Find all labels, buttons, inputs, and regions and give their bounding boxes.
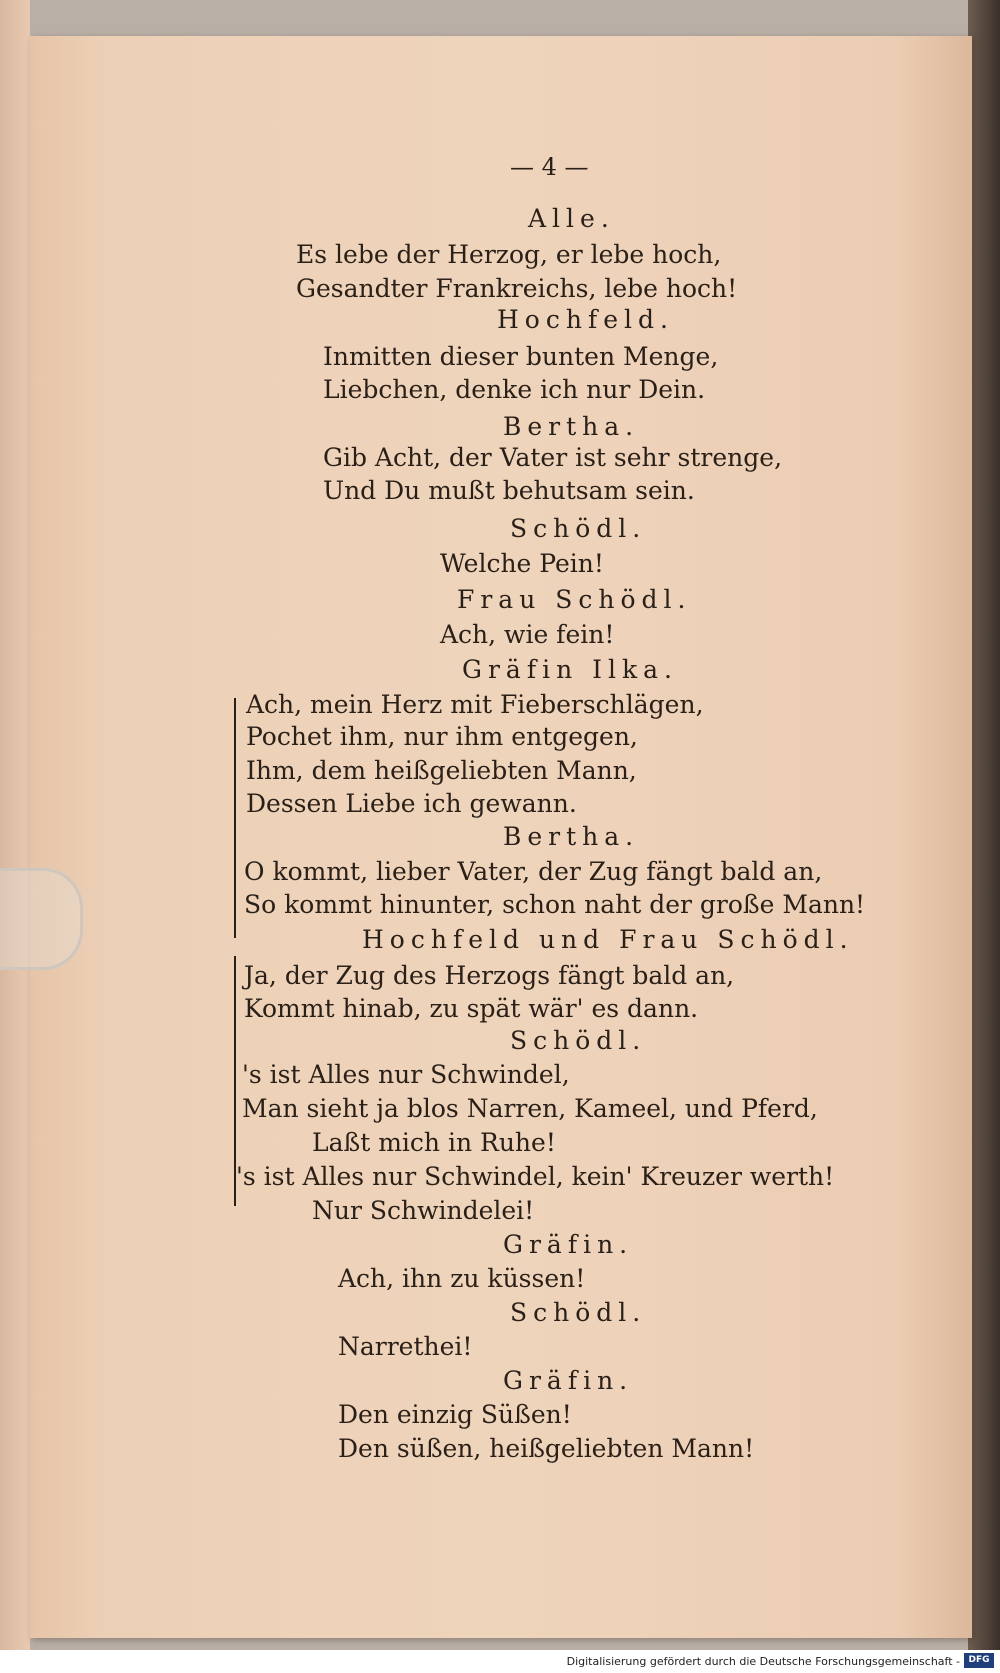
page-clip [0,868,83,970]
verse-line: Und Du mußt behutsam sein. [323,476,695,505]
speaker-bertha: Bertha. [503,822,640,851]
speaker-graefin-ilka: Gräfin Ilka. [462,655,678,684]
speaker-hochfeld-frau-schoedl: Hochfeld und Frau Schödl. [362,925,854,954]
verse-line: Dessen Liebe ich gewann. [246,789,577,818]
speaker-schoedl: Schödl. [510,1026,647,1055]
verse-line: Gib Acht, der Vater ist sehr strenge, [323,443,783,472]
verse-line: Narrethei! [338,1332,473,1361]
verse-line: So kommt hinunter, schon naht der große Mann! [244,890,866,919]
verse-line: Gesandter Frankreichs, lebe hoch! [296,274,738,303]
verse-line: Nur Schwindelei! [312,1196,535,1225]
speaker-graefin: Gräfin. [503,1230,634,1259]
verse-line: Laßt mich in Ruhe! [312,1128,556,1157]
verse-line: 's ist Alles nur Schwindel, [242,1060,570,1089]
speaker-frau-schoedl: Frau Schödl. [457,585,692,614]
footer-credit: Digitalisierung gefördert durch die Deutsche Forschungsgemeinschaft - [566,1655,960,1668]
book-edge-left [0,0,30,1650]
verse-line: Welche Pein! [440,549,604,578]
verse-line: Liebchen, denke ich nur Dein. [323,375,706,404]
verse-line: Inmitten dieser bunten Menge, [323,342,719,371]
verse-line: Ach, mein Herz mit Fieberschlägen, [246,690,704,719]
verse-line: Den einzig Süßen! [338,1400,572,1429]
verse-line: Ach, wie fein! [440,620,615,649]
verse-line: Ach, ihn zu küssen! [338,1264,586,1293]
verse-line: O kommt, lieber Vater, der Zug fängt bald an, [244,857,823,886]
verse-line: Es lebe der Herzog, er lebe hoch, [296,240,722,269]
verse-brace [234,698,236,938]
verse-line: Ihm, dem heißgeliebten Mann, [246,756,637,785]
verse-line: Kommt hinab, zu spät wär' es dann. [244,994,699,1023]
verse-line: 's ist Alles nur Schwindel, kein' Kreuzer werth! [236,1162,835,1191]
verse-line: Pochet ihm, nur ihm entgegen, [246,722,638,751]
speaker-schoedl: Schödl. [510,1298,647,1327]
dfg-logo: DFG [964,1653,994,1668]
speaker-alle: Alle. [528,204,615,233]
verse-line: Den süßen, heißgeliebten Mann! [338,1434,755,1463]
speaker-bertha: Bertha. [503,412,640,441]
verse-line: Man sieht ja blos Narren, Kameel, und Pferd, [242,1094,818,1123]
verse-line: Ja, der Zug des Herzogs fängt bald an, [244,961,735,990]
page-number: — 4 — [510,153,589,181]
speaker-hochfeld: Hochfeld. [497,305,674,334]
verse-brace [234,956,236,1206]
book-cover-right [968,0,1000,1650]
speaker-schoedl: Schödl. [510,514,647,543]
speaker-graefin: Gräfin. [503,1366,634,1395]
